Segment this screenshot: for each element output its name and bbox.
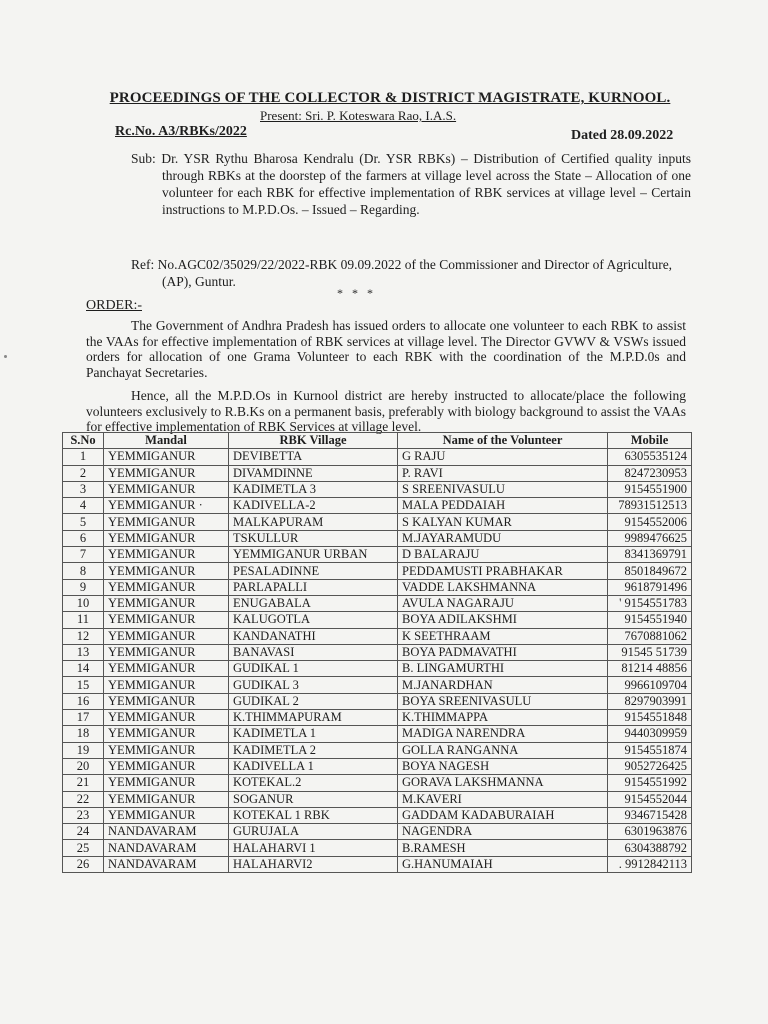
cell-sno: 26 (63, 856, 104, 872)
table-row (63, 807, 692, 823)
cell-mobile: 8297903991 (608, 693, 692, 709)
cell-volunteer-name: BOYA NAGESH (398, 758, 608, 774)
cell-sno: 1 (63, 449, 104, 465)
cell-rbk-village: TSKULLUR (229, 530, 398, 546)
cell-volunteer-name: VADDE LAKSHMANNA (398, 579, 608, 595)
cell-sno: 2 (63, 465, 104, 481)
cell-mandal: YEMMIGANUR (104, 710, 229, 726)
cell-rbk-village: PARLAPALLI (229, 579, 398, 595)
cell-mobile: 9989476625 (608, 530, 692, 546)
table-row (63, 726, 692, 742)
cell-mobile: 8501849672 (608, 563, 692, 579)
cell-sno: 5 (63, 514, 104, 530)
table-row (63, 530, 692, 546)
document-date: Dated 28.09.2022 (571, 128, 674, 143)
cell-mandal: NANDAVARAM (104, 824, 229, 840)
cell-mobile: 9966109704 (608, 677, 692, 693)
cell-mandal: YEMMIGANUR (104, 579, 229, 595)
table-row (63, 595, 692, 611)
cell-volunteer-name: K SEETHRAAM (398, 628, 608, 644)
table-row (63, 840, 692, 856)
cell-sno: 15 (63, 677, 104, 693)
cell-mandal: YEMMIGANUR · (104, 498, 229, 514)
cell-mandal: YEMMIGANUR (104, 465, 229, 481)
table-row (63, 465, 692, 481)
cell-mobile: 6304388792 (608, 840, 692, 856)
cell-rbk-village: BANAVASI (229, 644, 398, 660)
table-row (63, 758, 692, 774)
cell-rbk-village: KOTEKAL.2 (229, 775, 398, 791)
cell-mobile: ' 9154551783 (608, 595, 692, 611)
cell-mandal: YEMMIGANUR (104, 563, 229, 579)
cell-mobile: 9154552044 (608, 791, 692, 807)
table-row (63, 693, 692, 709)
cell-sno: 3 (63, 481, 104, 497)
table-row (63, 775, 692, 791)
header-mandal: Mandal (104, 433, 229, 449)
cell-volunteer-name: M.KAVERI (398, 791, 608, 807)
cell-volunteer-name: P. RAVI (398, 465, 608, 481)
cell-volunteer-name: G.HANUMAIAH (398, 856, 608, 872)
subject-block (131, 150, 691, 218)
cell-mobile: 8247230953 (608, 465, 692, 481)
cell-rbk-village: GUDIKAL 3 (229, 677, 398, 693)
cell-mandal: YEMMIGANUR (104, 449, 229, 465)
cell-sno: 11 (63, 612, 104, 628)
cell-mobile: 81214 48856 (608, 661, 692, 677)
cell-sno: 17 (63, 710, 104, 726)
cell-mandal: NANDAVARAM (104, 856, 229, 872)
cell-rbk-village: GUDIKAL 1 (229, 661, 398, 677)
cell-volunteer-name: S SREENIVASULU (398, 481, 608, 497)
cell-rbk-village: DIVAMDINNE (229, 465, 398, 481)
cell-mobile: 9346715428 (608, 807, 692, 823)
table-row (63, 514, 692, 530)
scan-mark (4, 355, 7, 358)
cell-mandal: YEMMIGANUR (104, 628, 229, 644)
cell-mandal: YEMMIGANUR (104, 612, 229, 628)
cell-mobile: 7670881062 (608, 628, 692, 644)
cell-rbk-village: PESALADINNE (229, 563, 398, 579)
cell-rbk-village: K.THIMMAPURAM (229, 710, 398, 726)
subject-text: Sub: Dr. YSR Rythu Bharosa Kendralu (Dr. YSR RBKs) – Distribution of Certified quality inputs through RBKs at the doorstep of the farmers at village level across the State – Allocation of one volunteer for each RBK for effective implementation of RBK services at village level – Certain instructions to M.P.D.Os. – Issued – Regarding. (131, 151, 691, 217)
cell-mobile: 9154551992 (608, 775, 692, 791)
cell-rbk-village: KOTEKAL 1 RBK (229, 807, 398, 823)
cell-volunteer-name: BOYA SREENIVASULU (398, 693, 608, 709)
order-heading: ORDER:- (86, 298, 142, 313)
cell-rbk-village: DEVIBETTA (229, 449, 398, 465)
cell-rbk-village: HALAHARVI 1 (229, 840, 398, 856)
cell-volunteer-name: BOYA ADILAKSHMI (398, 612, 608, 628)
header-rbk-village: RBK Village (229, 433, 398, 449)
cell-rbk-village: KADIVELLA 1 (229, 758, 398, 774)
table-row (63, 612, 692, 628)
cell-mandal: YEMMIGANUR (104, 514, 229, 530)
cell-mandal: YEMMIGANUR (104, 547, 229, 563)
order-paragraph-1: The Government of Andhra Pradesh has issued orders to allocate one volunteer to each RBK to assist the VAAs for effective implementation of RBK services at village level. The Director GVWV & VSWs issued orders for allocation of one Grama Volunteer to each RBK with the coordination of the M.P.D.0s and Panchayat Secretaries. (86, 318, 686, 380)
cell-sno: 23 (63, 807, 104, 823)
cell-rbk-village: KANDANATHI (229, 628, 398, 644)
cell-rbk-village: GUDIKAL 2 (229, 693, 398, 709)
cell-mobile: 9154552006 (608, 514, 692, 530)
cell-mobile: 78931512513 (608, 498, 692, 514)
cell-sno: 12 (63, 628, 104, 644)
header-volunteer-name: Name of the Volunteer (398, 433, 608, 449)
cell-rbk-village: ENUGABALA (229, 595, 398, 611)
cell-rbk-village: YEMMIGANUR URBAN (229, 547, 398, 563)
cell-rbk-village: HALAHARVI2 (229, 856, 398, 872)
cell-rbk-village: SOGANUR (229, 791, 398, 807)
table-row (63, 547, 692, 563)
cell-volunteer-name: NAGENDRA (398, 824, 608, 840)
header-mobile: Mobile (608, 433, 692, 449)
cell-mobile: . 9912842113 (608, 856, 692, 872)
table-row (63, 644, 692, 660)
cell-mandal: YEMMIGANUR (104, 481, 229, 497)
cell-mandal: YEMMIGANUR (104, 530, 229, 546)
cell-rbk-village: GURUJALA (229, 824, 398, 840)
table-body (63, 449, 692, 873)
cell-mandal: YEMMIGANUR (104, 742, 229, 758)
order-paragraph-2: Hence, all the M.P.D.Os in Kurnool district are hereby instructed to allocate/place the following volunteers exclusively to R.B.Ks on a permanent basis, preferably with biology background to assist the VAAs for effective implementation of RBK Services at village level. (86, 388, 686, 434)
cell-volunteer-name: M.JAYARAMUDU (398, 530, 608, 546)
cell-rbk-village: KADIVELLA-2 (229, 498, 398, 514)
cell-mobile: 6305535124 (608, 449, 692, 465)
cell-rbk-village: KADIMETLA 3 (229, 481, 398, 497)
cell-volunteer-name: GOLLA RANGANNA (398, 742, 608, 758)
cell-volunteer-name: G RAJU (398, 449, 608, 465)
cell-sno: 20 (63, 758, 104, 774)
table-row (63, 481, 692, 497)
cell-mobile: 9154551848 (608, 710, 692, 726)
cell-mandal: YEMMIGANUR (104, 661, 229, 677)
cell-rbk-village: KADIMETLA 2 (229, 742, 398, 758)
cell-sno: 18 (63, 726, 104, 742)
cell-mobile: 9052726425 (608, 758, 692, 774)
cell-sno: 7 (63, 547, 104, 563)
cell-sno: 8 (63, 563, 104, 579)
cell-mobile: 6301963876 (608, 824, 692, 840)
cell-mobile: 9154551874 (608, 742, 692, 758)
cell-volunteer-name: K.THIMMAPPA (398, 710, 608, 726)
cell-volunteer-name: B.RAMESH (398, 840, 608, 856)
cell-sno: 13 (63, 644, 104, 660)
cell-volunteer-name: S KALYAN KUMAR (398, 514, 608, 530)
table-row (63, 710, 692, 726)
table-row (63, 661, 692, 677)
cell-sno: 16 (63, 693, 104, 709)
cell-volunteer-name: B. LINGAMURTHI (398, 661, 608, 677)
cell-volunteer-name: GORAVA LAKSHMANNA (398, 775, 608, 791)
table-row (63, 449, 692, 465)
cell-mandal: YEMMIGANUR (104, 791, 229, 807)
cell-volunteer-name: MALA PEDDAIAH (398, 498, 608, 514)
cell-mandal: YEMMIGANUR (104, 758, 229, 774)
table-row (63, 579, 692, 595)
header-sno: S.No (63, 433, 104, 449)
cell-mandal: YEMMIGANUR (104, 807, 229, 823)
separator-stars: * * * (337, 286, 376, 300)
table-row (63, 628, 692, 644)
cell-mandal: YEMMIGANUR (104, 775, 229, 791)
cell-mandal: YEMMIGANUR (104, 677, 229, 693)
cell-volunteer-name: M.JANARDHAN (398, 677, 608, 693)
cell-mandal: YEMMIGANUR (104, 595, 229, 611)
cell-sno: 14 (63, 661, 104, 677)
table-row (63, 677, 692, 693)
cell-sno: 19 (63, 742, 104, 758)
reference-number: Rc.No. A3/RBKs/2022 (115, 124, 247, 139)
cell-volunteer-name: PEDDAMUSTI PRABHAKAR (398, 563, 608, 579)
cell-volunteer-name: AVULA NAGARAJU (398, 595, 608, 611)
cell-mobile: 9618791496 (608, 579, 692, 595)
cell-volunteer-name: D BALARAJU (398, 547, 608, 563)
cell-sno: 9 (63, 579, 104, 595)
cell-mandal: YEMMIGANUR (104, 644, 229, 660)
cell-sno: 24 (63, 824, 104, 840)
table-row (63, 742, 692, 758)
cell-rbk-village: KALUGOTLA (229, 612, 398, 628)
document-title: PROCEEDINGS OF THE COLLECTOR & DISTRICT MAGISTRATE, KURNOOL. (109, 90, 671, 106)
cell-mobile: 8341369791 (608, 547, 692, 563)
cell-mobile: 9154551940 (608, 612, 692, 628)
table-header-row (63, 433, 692, 449)
cell-mandal: NANDAVARAM (104, 840, 229, 856)
present-line: Present: Sri. P. Koteswara Rao, I.A.S. (260, 108, 457, 123)
cell-mobile: 9154551900 (608, 481, 692, 497)
cell-mandal: YEMMIGANUR (104, 726, 229, 742)
cell-rbk-village: MALKAPURAM (229, 514, 398, 530)
cell-sno: 4 (63, 498, 104, 514)
table-row (63, 498, 692, 514)
cell-mobile: 9440309959 (608, 726, 692, 742)
cell-rbk-village: KADIMETLA 1 (229, 726, 398, 742)
table-row (63, 824, 692, 840)
cell-sno: 22 (63, 791, 104, 807)
reference-text: Ref: No.AGC02/35029/22/2022-RBK 09.09.2022 of the Commissioner and Director of Agriculture, (AP), Guntur. (131, 257, 673, 289)
cell-sno: 10 (63, 595, 104, 611)
cell-mobile: 91545 51739 (608, 644, 692, 660)
table-row (63, 791, 692, 807)
cell-volunteer-name: BOYA PADMAVATHI (398, 644, 608, 660)
cell-mandal: YEMMIGANUR (104, 693, 229, 709)
cell-volunteer-name: MADIGA NARENDRA (398, 726, 608, 742)
cell-sno: 25 (63, 840, 104, 856)
table-row (63, 856, 692, 872)
cell-sno: 21 (63, 775, 104, 791)
table-row (63, 563, 692, 579)
cell-volunteer-name: GADDAM KADABURAIAH (398, 807, 608, 823)
cell-sno: 6 (63, 530, 104, 546)
volunteer-table (62, 432, 692, 873)
